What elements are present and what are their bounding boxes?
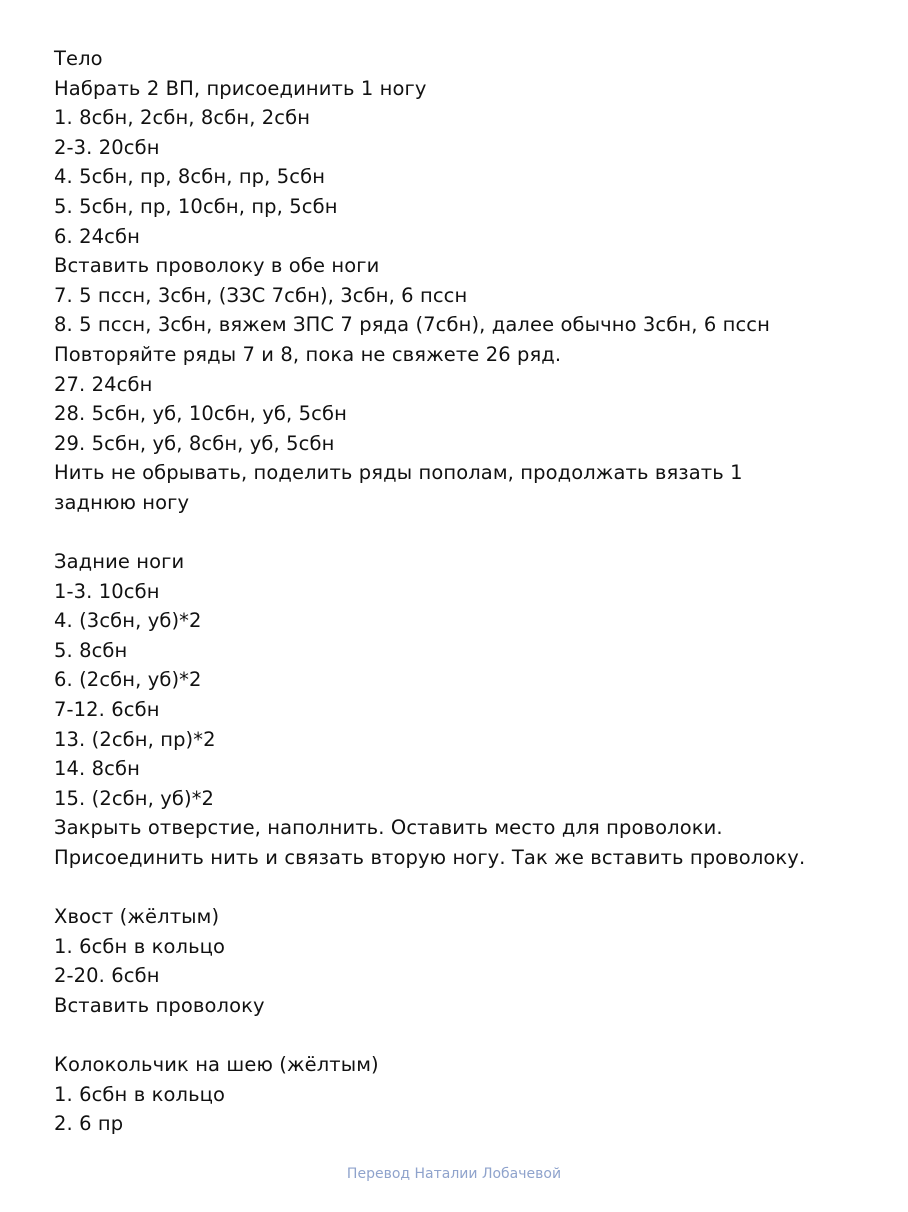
- pattern-line: 29. 5сбн, уб, 8сбн, уб, 5сбн: [54, 431, 335, 455]
- section-tail: [54, 902, 854, 1020]
- pattern-line: 15. (2сбн, уб)*2: [54, 786, 215, 810]
- pattern-line: Закрыть отверстие, наполнить. Оставить место для проволоки.: [54, 816, 723, 840]
- pattern-line: 6. (2сбн, уб)*2: [54, 668, 202, 692]
- pattern-line: 13. (2сбн, пр)*2: [54, 727, 216, 751]
- pattern-line: 2-20. 6сбн: [54, 964, 160, 988]
- pattern-line: 7. 5 пссн, 3сбн, (ЗЗС 7сбн), 3сбн, 6 пссн: [54, 283, 468, 307]
- section-title: Хвост (жёлтым): [54, 905, 220, 929]
- pattern-line: 5. 5сбн, пр, 10сбн, пр, 5сбн: [54, 194, 338, 218]
- section-gap: [54, 518, 854, 548]
- pattern-line: 5. 8сбн: [54, 638, 128, 662]
- pattern-line: 1. 6сбн в кольцо: [54, 934, 226, 958]
- pattern-line: Нить не обрывать, поделить ряды пополам, продолжать вязать 1 заднюю ногу: [54, 461, 743, 514]
- pattern-line: Вставить проволоку в обе ноги: [54, 254, 380, 278]
- section-title: Задние ноги: [54, 550, 185, 574]
- pattern-text: [54, 44, 854, 1139]
- pattern-line: 1-3. 10сбн: [54, 579, 160, 603]
- pattern-line: 4. 5сбн, пр, 8сбн, пр, 5сбн: [54, 165, 326, 189]
- pattern-line: 6. 24сбн: [54, 224, 140, 248]
- section-title: Колокольчик на шею (жёлтым): [54, 1053, 379, 1077]
- pattern-line: Набрать 2 ВП, присоединить 1 ногу: [54, 76, 427, 100]
- pattern-line: 1. 8сбн, 2сбн, 8сбн, 2сбн: [54, 106, 311, 130]
- translator-credit: Перевод Наталии Лобачевой: [346, 1166, 562, 1182]
- pattern-line: 28. 5сбн, уб, 10сбн, уб, 5сбн: [54, 402, 347, 426]
- pattern-line: Повторяйте ряды 7 и 8, пока не свяжете 26 ряд.: [54, 342, 562, 366]
- pattern-line: 14. 8сбн: [54, 757, 140, 781]
- section-hind-legs: [54, 547, 854, 873]
- pattern-line: 4. (3сбн, уб)*2: [54, 609, 202, 633]
- pattern-line: Присоединить нить и связать вторую ногу. Так же вставить проволоку.: [54, 846, 806, 870]
- pattern-line: Вставить проволоку: [54, 994, 265, 1017]
- pattern-line: 27. 24сбн: [54, 372, 153, 396]
- section-gap: [54, 873, 854, 903]
- pattern-line: 1. 6сбн в кольцо: [54, 1082, 226, 1106]
- pattern-line: 8. 5 пссн, 3сбн, вяжем ЗПС 7 ряда (7сбн), далее обычно 3сбн, 6 пссн: [54, 313, 770, 337]
- section-title: Тело: [54, 47, 103, 70]
- pattern-line: 7-12. 6сбн: [54, 698, 160, 722]
- pattern-line: 2-3. 20сбн: [54, 135, 160, 159]
- section-gap: [54, 1021, 854, 1051]
- pattern-line: 2. 6 пр: [54, 1112, 124, 1136]
- section-bell: [54, 1050, 854, 1139]
- section-body: [54, 44, 854, 518]
